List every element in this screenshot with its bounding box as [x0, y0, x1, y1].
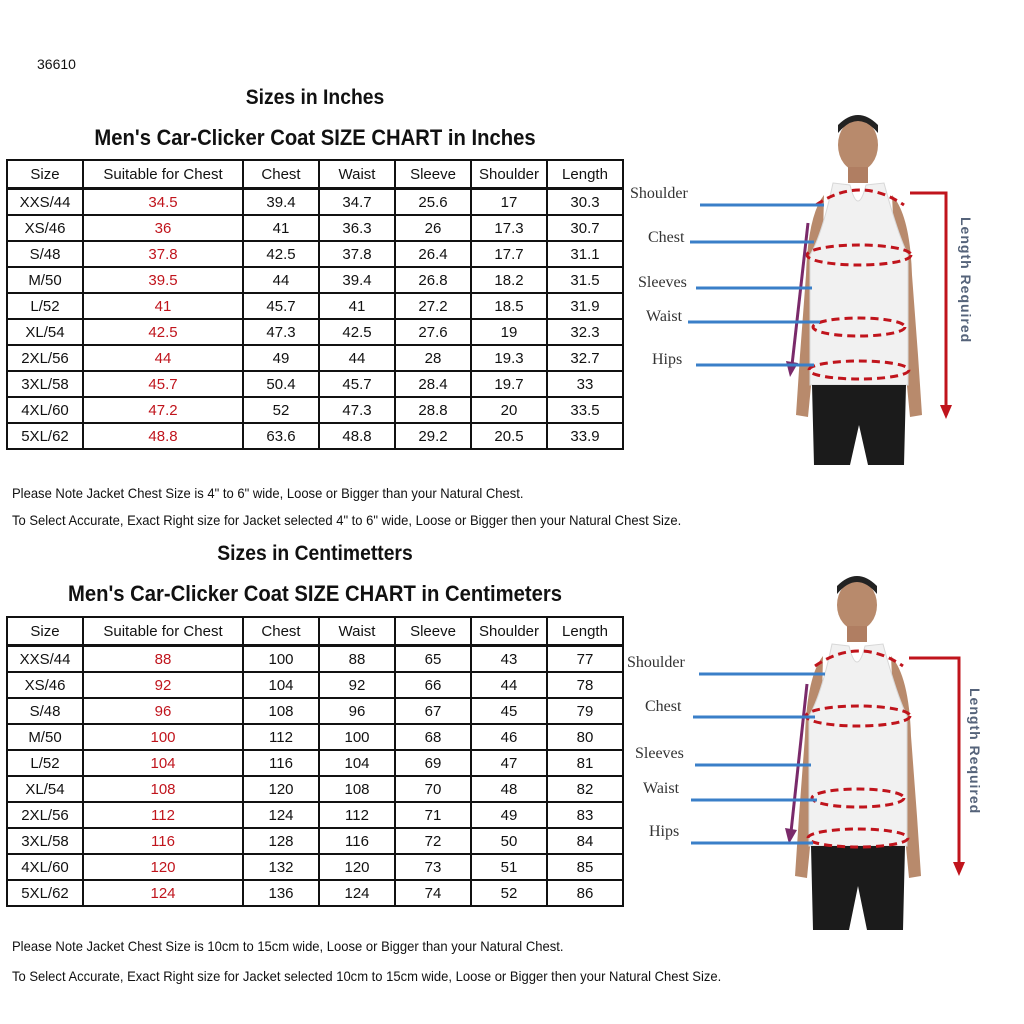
- label-chest-2: Chest: [645, 698, 682, 715]
- table-row: [7, 828, 623, 854]
- table-row: [7, 854, 623, 880]
- measurement-figure-top: [628, 105, 1008, 465]
- measurement-cell: 116: [319, 828, 395, 854]
- measurement-cell: 73: [395, 854, 471, 880]
- measurement-cell: 28.4: [395, 371, 471, 397]
- measurement-cell: 77: [547, 646, 623, 673]
- inches-note-2: To Select Accurate, Exact Right size for Jacket selected 4" to 6" wide, Loose or Bigger then your Natural Chest Size.: [12, 512, 682, 528]
- suitable-chest-cell: 41: [83, 293, 243, 319]
- measurement-cell: 45: [471, 698, 547, 724]
- column-header: Sleeve: [395, 617, 471, 646]
- suitable-chest-cell: 100: [83, 724, 243, 750]
- column-header: Length: [547, 617, 623, 646]
- column-header: Suitable for Chest: [83, 617, 243, 646]
- measurement-cell: 42.5: [243, 241, 319, 267]
- size-cell: 5XL/62: [7, 880, 83, 906]
- label-waist-2: Waist: [643, 780, 680, 797]
- measurement-cell: 112: [319, 802, 395, 828]
- suitable-chest-cell: 120: [83, 854, 243, 880]
- measurement-cell: 26.8: [395, 267, 471, 293]
- measurement-cell: 44: [471, 672, 547, 698]
- measurement-cell: 49: [243, 345, 319, 371]
- measurement-cell: 79: [547, 698, 623, 724]
- column-header: Shoulder: [471, 617, 547, 646]
- label-waist: Waist: [646, 308, 683, 325]
- measurement-cell: 88: [319, 646, 395, 673]
- measurement-cell: 86: [547, 880, 623, 906]
- column-header: Waist: [319, 617, 395, 646]
- size-cell: L/52: [7, 750, 83, 776]
- suitable-chest-cell: 88: [83, 646, 243, 673]
- measurement-cell: 32.7: [547, 345, 623, 371]
- measurement-cell: 84: [547, 828, 623, 854]
- inches-heading: Sizes in Inches: [245, 86, 385, 109]
- column-header: Length: [547, 160, 623, 189]
- measurement-cell: 136: [243, 880, 319, 906]
- measurement-cell: 67: [395, 698, 471, 724]
- measurement-cell: 19: [471, 319, 547, 345]
- measurement-cell: 36.3: [319, 215, 395, 241]
- measurement-cell: 32.3: [547, 319, 623, 345]
- inches-note-1: Please Note Jacket Chest Size is 4" to 6" wide, Loose or Bigger than your Natural Chest.: [12, 485, 524, 501]
- measurement-cell: 17.3: [471, 215, 547, 241]
- measurement-cell: 85: [547, 854, 623, 880]
- inches-title: Men's Car-Clicker Coat SIZE CHART in Inches: [94, 125, 536, 150]
- measurement-cell: 132: [243, 854, 319, 880]
- suitable-chest-cell: 104: [83, 750, 243, 776]
- table-row: [7, 423, 623, 449]
- measurement-cell: 83: [547, 802, 623, 828]
- size-cell: S/48: [7, 698, 83, 724]
- column-header: Chest: [243, 617, 319, 646]
- measurement-cell: 63.6: [243, 423, 319, 449]
- size-cell: L/52: [7, 293, 83, 319]
- size-cell: XXS/44: [7, 646, 83, 673]
- table-row: [7, 750, 623, 776]
- measurement-cell: 45.7: [319, 371, 395, 397]
- measurement-cell: 48.8: [319, 423, 395, 449]
- measurement-cell: 124: [319, 880, 395, 906]
- measurement-cell: 49: [471, 802, 547, 828]
- measurement-cell: 33: [547, 371, 623, 397]
- table-row: [7, 776, 623, 802]
- measurement-cell: 31.1: [547, 241, 623, 267]
- measurement-cell: 52: [243, 397, 319, 423]
- measurement-cell: 30.3: [547, 189, 623, 216]
- measurement-cell: 17.7: [471, 241, 547, 267]
- measurement-cell: 66: [395, 672, 471, 698]
- label-length-required: Length Required: [958, 217, 974, 344]
- measurement-cell: 51: [471, 854, 547, 880]
- measurement-figure-bottom: [625, 570, 1005, 930]
- measurement-cell: 120: [319, 854, 395, 880]
- column-header: Shoulder: [471, 160, 547, 189]
- measurement-cell: 112: [243, 724, 319, 750]
- suitable-chest-cell: 44: [83, 345, 243, 371]
- measurement-cell: 116: [243, 750, 319, 776]
- measurement-cell: 33.5: [547, 397, 623, 423]
- measurement-cell: 31.5: [547, 267, 623, 293]
- suitable-chest-cell: 48.8: [83, 423, 243, 449]
- suitable-chest-cell: 45.7: [83, 371, 243, 397]
- suitable-chest-cell: 108: [83, 776, 243, 802]
- measurement-cell: 47.3: [319, 397, 395, 423]
- suitable-chest-cell: 42.5: [83, 319, 243, 345]
- label-sleeves-2: Sleeves: [635, 745, 684, 762]
- column-header: Sleeve: [395, 160, 471, 189]
- measurement-cell: 19.3: [471, 345, 547, 371]
- column-header: Chest: [243, 160, 319, 189]
- size-cell: M/50: [7, 267, 83, 293]
- label-length-required-2: Length Required: [967, 688, 983, 815]
- size-cell: 3XL/58: [7, 371, 83, 397]
- label-hips-2: Hips: [649, 823, 680, 840]
- cm-note-2: To Select Accurate, Exact Right size for Jacket selected 10cm to 15cm wide, Loose or Bigger then your Natural Chest Size.: [12, 968, 722, 984]
- size-cell: 5XL/62: [7, 423, 83, 449]
- column-header: Waist: [319, 160, 395, 189]
- size-cell: 4XL/60: [7, 397, 83, 423]
- suitable-chest-cell: 37.8: [83, 241, 243, 267]
- table-row: [7, 345, 623, 371]
- measurement-cell: 44: [243, 267, 319, 293]
- measurement-cell: 104: [243, 672, 319, 698]
- table-row: [7, 215, 623, 241]
- measurement-cell: 19.7: [471, 371, 547, 397]
- size-cell: XS/46: [7, 215, 83, 241]
- measurement-cell: 78: [547, 672, 623, 698]
- measurement-cell: 82: [547, 776, 623, 802]
- table-header-row: [7, 160, 623, 189]
- suitable-chest-cell: 92: [83, 672, 243, 698]
- label-sleeves: Sleeves: [638, 274, 687, 291]
- suitable-chest-cell: 34.5: [83, 189, 243, 216]
- measurement-cell: 108: [243, 698, 319, 724]
- measurement-cell: 45.7: [243, 293, 319, 319]
- measurement-cell: 30.7: [547, 215, 623, 241]
- measurement-cell: 41: [243, 215, 319, 241]
- measurement-cell: 27.2: [395, 293, 471, 319]
- size-cell: 3XL/58: [7, 828, 83, 854]
- table-row: [7, 267, 623, 293]
- cm-size-table: [6, 616, 624, 907]
- size-cell: 2XL/56: [7, 802, 83, 828]
- measurement-cell: 17: [471, 189, 547, 216]
- suitable-chest-cell: 36: [83, 215, 243, 241]
- label-chest: Chest: [648, 229, 685, 246]
- size-cell: XL/54: [7, 319, 83, 345]
- measurement-cell: 65: [395, 646, 471, 673]
- size-cell: 4XL/60: [7, 854, 83, 880]
- measurement-cell: 27.6: [395, 319, 471, 345]
- measurement-cell: 28.8: [395, 397, 471, 423]
- suitable-chest-cell: 47.2: [83, 397, 243, 423]
- suitable-chest-cell: 124: [83, 880, 243, 906]
- measurement-cell: 43: [471, 646, 547, 673]
- measurement-cell: 39.4: [319, 267, 395, 293]
- cm-note-1: Please Note Jacket Chest Size is 10cm to 15cm wide, Loose or Bigger than your Natural Chest.: [12, 938, 564, 954]
- measurement-cell: 29.2: [395, 423, 471, 449]
- size-cell: XS/46: [7, 672, 83, 698]
- size-cell: S/48: [7, 241, 83, 267]
- measurement-cell: 33.9: [547, 423, 623, 449]
- measurement-cell: 37.8: [319, 241, 395, 267]
- measurement-cell: 18.5: [471, 293, 547, 319]
- measurement-cell: 18.2: [471, 267, 547, 293]
- suitable-chest-cell: 96: [83, 698, 243, 724]
- table-row: [7, 802, 623, 828]
- measurement-cell: 26: [395, 215, 471, 241]
- table-row: [7, 241, 623, 267]
- measurement-cell: 108: [319, 776, 395, 802]
- measurement-cell: 74: [395, 880, 471, 906]
- inches-size-table: [6, 159, 624, 450]
- suitable-chest-cell: 112: [83, 802, 243, 828]
- column-header: Size: [7, 160, 83, 189]
- measurement-cell: 47.3: [243, 319, 319, 345]
- size-cell: M/50: [7, 724, 83, 750]
- measurement-cell: 124: [243, 802, 319, 828]
- measurement-cell: 47: [471, 750, 547, 776]
- measurement-cell: 31.9: [547, 293, 623, 319]
- measurement-cell: 52: [471, 880, 547, 906]
- cm-title: Men's Car-Clicker Coat SIZE CHART in Centimeters: [67, 581, 563, 606]
- table-row: [7, 646, 623, 673]
- measurement-cell: 120: [243, 776, 319, 802]
- measurement-cell: 96: [319, 698, 395, 724]
- measurement-cell: 20.5: [471, 423, 547, 449]
- table-row: [7, 293, 623, 319]
- table-row: [7, 698, 623, 724]
- measurement-cell: 34.7: [319, 189, 395, 216]
- measurement-cell: 100: [243, 646, 319, 673]
- measurement-cell: 20: [471, 397, 547, 423]
- table-row: [7, 397, 623, 423]
- size-cell: XL/54: [7, 776, 83, 802]
- product-code: 36610: [37, 56, 76, 72]
- measurement-cell: 28: [395, 345, 471, 371]
- measurement-cell: 44: [319, 345, 395, 371]
- measurement-cell: 100: [319, 724, 395, 750]
- measurement-cell: 25.6: [395, 189, 471, 216]
- table-row: [7, 371, 623, 397]
- size-cell: 2XL/56: [7, 345, 83, 371]
- table-row: [7, 319, 623, 345]
- column-header: Suitable for Chest: [83, 160, 243, 189]
- measurement-cell: 26.4: [395, 241, 471, 267]
- table-header-row: [7, 617, 623, 646]
- table-row: [7, 189, 623, 216]
- label-shoulder-2: Shoulder: [627, 654, 685, 671]
- label-shoulder: Shoulder: [630, 185, 688, 202]
- cm-heading: Sizes in Centimetters: [217, 542, 413, 565]
- measurement-cell: 70: [395, 776, 471, 802]
- label-hips: Hips: [652, 351, 683, 368]
- measurement-cell: 81: [547, 750, 623, 776]
- measurement-cell: 39.4: [243, 189, 319, 216]
- measurement-cell: 68: [395, 724, 471, 750]
- measurement-cell: 128: [243, 828, 319, 854]
- measurement-cell: 92: [319, 672, 395, 698]
- measurement-cell: 48: [471, 776, 547, 802]
- measurement-cell: 72: [395, 828, 471, 854]
- suitable-chest-cell: 116: [83, 828, 243, 854]
- suitable-chest-cell: 39.5: [83, 267, 243, 293]
- measurement-cell: 69: [395, 750, 471, 776]
- measurement-cell: 50.4: [243, 371, 319, 397]
- table-row: [7, 724, 623, 750]
- measurement-cell: 41: [319, 293, 395, 319]
- measurement-cell: 42.5: [319, 319, 395, 345]
- measurement-cell: 104: [319, 750, 395, 776]
- measurement-cell: 80: [547, 724, 623, 750]
- measurement-cell: 71: [395, 802, 471, 828]
- column-header: Size: [7, 617, 83, 646]
- measurement-cell: 46: [471, 724, 547, 750]
- size-cell: XXS/44: [7, 189, 83, 216]
- measurement-cell: 50: [471, 828, 547, 854]
- table-row: [7, 880, 623, 906]
- table-row: [7, 672, 623, 698]
